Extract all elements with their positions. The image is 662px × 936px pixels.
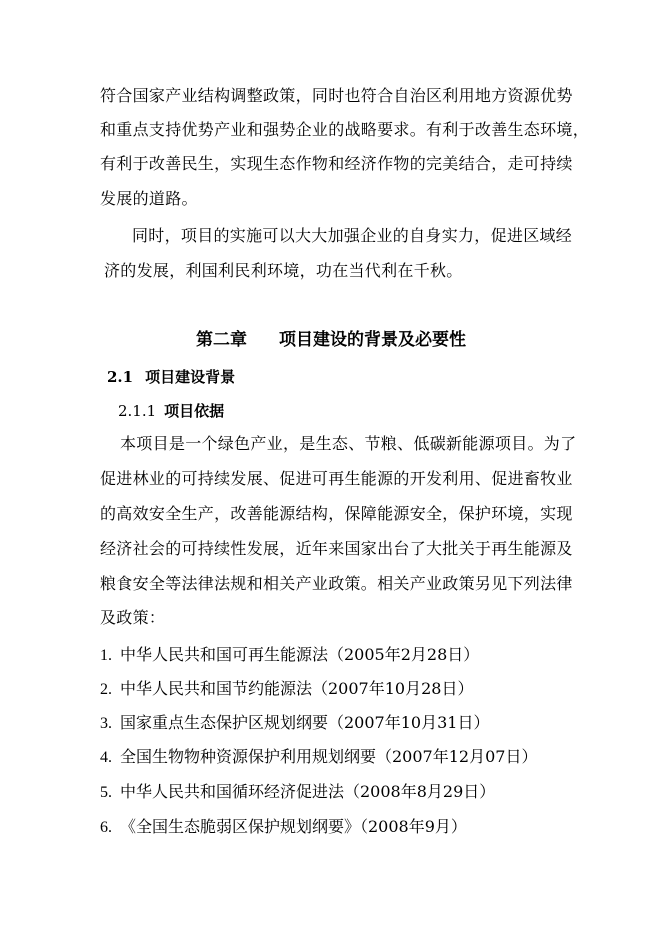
law-text: 中华人民共和国循环经济促进法（2008年8月29日） [120,782,496,801]
section-heading [107,367,235,387]
law-text: 中华人民共和国可再生能源法（2005年2月28日） [120,645,480,664]
chapter-number: 第二章 [196,330,247,350]
law-list-item [100,679,473,700]
paragraph-2-line-2: 济的发展，利国利民利环境，功在当代利在千秋。 [104,261,463,280]
paragraph-1-line-1: 符合国家产业结构调整政策，同时也符合自治区利用地方资源优势 [100,86,573,105]
paragraph-1-line-4: 发展的道路。 [100,189,198,208]
law-number: 3. [100,715,112,732]
law-list-item [100,817,467,838]
chapter-title: 项目建设的背景及必要性 [279,330,466,350]
law-list-item [100,782,495,803]
law-number: 2. [100,681,112,698]
law-list-item [100,713,489,734]
law-list-item [100,747,537,768]
subsection-heading [118,401,224,421]
law-number: 5. [100,784,112,801]
paragraph-2-line-1: 同时，项目的实施可以大大加强企业的自身实力，促进区域经 [132,226,573,245]
paragraph-1-line-3: 有利于改善民生，实现生态作物和经济作物的完美结合，走可持续 [100,154,573,173]
paragraph-3-line-4: 经济社会的可持续性发展，近年来国家出台了大批关于再生能源及 [100,539,573,558]
law-text: 全国生物物种资源保护利用规划纲要（2007年12月07日） [120,747,538,766]
law-number: 6. [100,819,112,836]
law-text: 《全国生态脆弱区保护规划纲要》（2008年9月） [120,817,467,836]
section-title: 项目建设背景 [145,368,236,386]
law-number: 4. [100,749,112,766]
subsection-number: 2.1.1 [118,402,157,420]
law-text: 国家重点生态保护区规划纲要（2007年10月31日） [120,713,490,732]
paragraph-3-line-6: 及政策： [100,608,166,627]
section-number: 2.1 [107,368,134,386]
paragraph-3-line-2: 促进林业的可持续发展、促进可再生能源的开发利用、促进畜牧业 [100,469,573,488]
subsection-title: 项目依据 [164,402,225,420]
law-text: 中华人民共和国节约能源法（2007年10月28日） [120,679,474,698]
paragraph-1-line-2: 和重点支持优势产业和强势企业的战略要求。有利于改善生态环境， [100,120,590,139]
paragraph-3-line-3: 的高效安全生产，改善能源结构，保障能源安全，保护环境，实现 [100,504,573,523]
chapter-heading [0,329,662,351]
law-list-item [100,645,479,666]
law-number: 1. [100,647,112,664]
paragraph-3-line-1: 本项目是一个绿色产业，是生态、节粮、低碳新能源项目。为了 [120,434,577,453]
paragraph-3-line-5: 粮食安全等法律法规和相关产业政策。相关产业政策另见下列法律 [100,574,573,593]
